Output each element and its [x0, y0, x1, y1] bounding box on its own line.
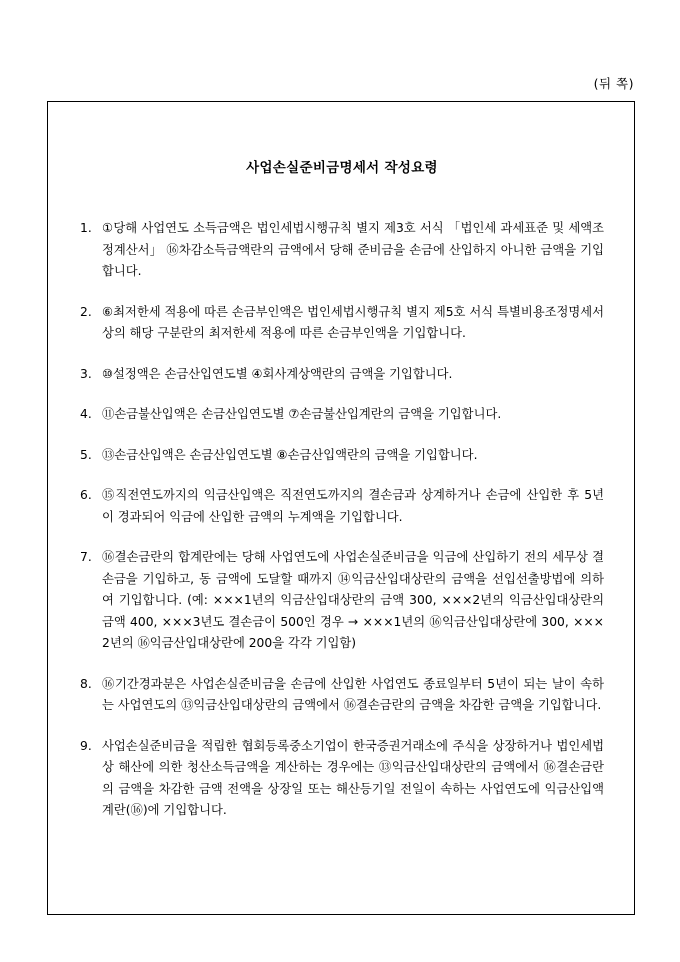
list-item [80, 302, 604, 345]
list-item-text: ⑥최저한세 적용에 따른 손금부인액은 법인세법시행규칙 별지 제5호 서식 특별비용조정명세서상의 해당 구분란의 최저한세 적용에 따른 손금부인액을 기입합니다. [102, 304, 604, 341]
list-item-number: 3. [80, 366, 92, 381]
list-item [80, 218, 604, 283]
list-item-text: ⑩설정액은 손금산입연도별 ④회사계상액란의 금액을 기입합니다. [102, 366, 453, 381]
list-item [80, 404, 604, 426]
list-item-number: 4. [80, 407, 92, 422]
document-frame [47, 101, 635, 915]
list-item [80, 364, 604, 386]
list-item-number: 8. [80, 676, 92, 691]
list-item [80, 445, 604, 467]
list-item [80, 736, 604, 822]
page-title: 사업손실준비금명세서 작성요령 [246, 160, 438, 176]
instruction-list [80, 218, 604, 822]
list-item [80, 674, 604, 717]
list-item-text: ①당해 사업연도 소득금액은 법인세법시행규칙 별지 제3호 서식 「법인세 과세표준 및 세액조정계산서」 ⑯차감소득금액란의 금액에서 당해 준비금을 손금에 산입하지 아니한 금액을 기입합니다. [102, 221, 604, 279]
list-item [80, 485, 604, 528]
list-item-number: 5. [80, 447, 92, 462]
list-item-number: 2. [80, 304, 92, 319]
list-item-number: 1. [80, 221, 92, 235]
list-item-text: ⑬손금산입액은 손금산입연도별 ⑧손금산입액란의 금액을 기입합니다. [102, 447, 478, 462]
list-item-text: ⑪손금불산입액은 손금산입연도별 ⑦손금불산입계란의 금액을 기입합니다. [102, 407, 502, 422]
list-item [80, 547, 604, 655]
list-item-text: ⑯결손금란의 합계란에는 당해 사업연도에 사업손실준비금을 익금에 산입하기 전의 세무상 결손금을 기입하고, 동 금액에 도달할 때까지 ⑭익금산입대상란의 금액을 선입선출방법에 의하여 기입합니다. (예: ×××1년의 익금산입대상란의 금액 300, ×××2년의 익금산입대상란의 금액 400, ×××3년도 결손금이 500인 경우 → ×××1년의 ⑯익금산입대상란에 300, ×××2년의 ⑯익금산입대상란에 200을 각각 기입함) [102, 550, 604, 651]
page-corner-note: (뒤 쪽) [593, 76, 634, 91]
list-item-text: 사업손실준비금을 적립한 협회등록중소기업이 한국증권거래소에 주식을 상장하거나 법인세법상 해산에 의한 청산소득금액을 계산하는 경우에는 ⑬익금산입대상란의 금액에서 ⑯결손금란의 금액을 차감한 금액 전액을 상장일 또는 해산등기일 전일이 속하는 사업연도에 익금산입액 계란(⑯)에 기입합니다. [102, 738, 604, 818]
list-item-number: 7. [80, 550, 92, 565]
list-item-text: ⑮직전연도까지의 익금산입액은 직전연도까지의 결손금과 상계하거나 손금에 산입한 후 5년이 경과되어 익금에 산입한 금액의 누계액을 기입합니다. [102, 488, 604, 524]
list-item-number: 6. [80, 488, 92, 503]
list-item-number: 9. [80, 738, 92, 753]
document-content [80, 102, 604, 841]
list-item-text: ⑯기간경과분은 사업손실준비금을 손금에 산입한 사업연도 종료일부터 5년이 되는 날이 속하는 사업연도의 ⑬익금산입대상란의 금액에서 ⑯결손금란의 금액을 차감한 금액을 기입합니다. [102, 676, 604, 713]
